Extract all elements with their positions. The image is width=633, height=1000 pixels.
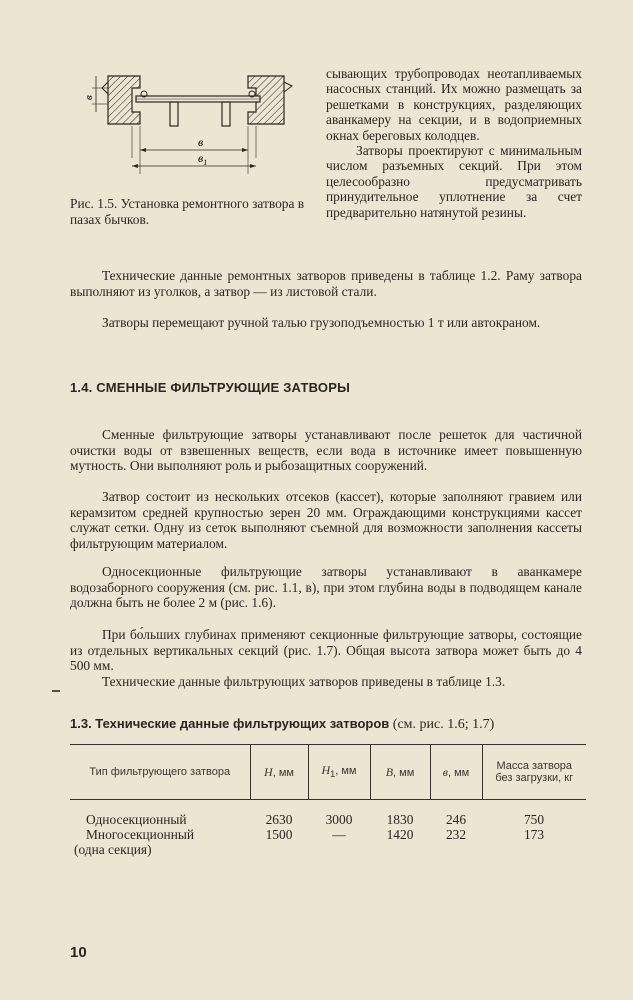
table-row xyxy=(70,827,586,842)
paragraph-single-section: Односекционные фильтрующие затворы устанавливают в аванкамере водозаборного сооружения (см. рис. 1.1, в), при этом глубина воды в подводящем канале должна быть не более 2 м (рис. 1.6). xyxy=(70,564,582,611)
cell-mass: 750 xyxy=(523,812,545,827)
gate-installation-figure xyxy=(78,62,310,194)
header-h: H, мм xyxy=(250,745,308,800)
paragraph-gate-structure: Затвор состоит из нескольких отсеков (кассет), которые заполняют гравием или керамзитом средней крупностью зерен 20 мм. Ограждающими конструкциями кассет служат сетки. Одну из сеток выполняют съемной для возможности заполнения кассеты фильтрующим материалом. xyxy=(70,489,582,551)
table-row-note xyxy=(70,842,586,857)
cell-h1: 3000 xyxy=(325,812,353,827)
cell-h: 2630 xyxy=(265,812,293,827)
paragraph-filter-gates-intro: Сменные фильтрующие затворы устанавливают после решеток для частичной очистки воды от взвешенных веществ, если вода в источнике имеет повышенную мутность. Они выполняют роль и рыбозащитных сооружений. xyxy=(70,427,582,474)
paragraph-table-reference: Технические данные фильтрующих затворов приведены в таблице 1.3. xyxy=(102,674,506,689)
header-h1: $H_1$, мм xyxy=(308,745,370,800)
fig-label-height: в xyxy=(83,95,95,100)
fig-label-b: в xyxy=(198,135,204,149)
table-caption xyxy=(70,716,590,733)
header-bsmall: в, мм xyxy=(430,745,482,800)
cell-b: 1420 xyxy=(386,827,414,842)
cell-bsmall: 232 xyxy=(445,827,467,842)
cell-bsmall: 246 xyxy=(445,812,467,827)
paragraph-gate-moving: Затворы перемещают ручной талью грузоподъемностью 1 т или автокраном. xyxy=(102,315,541,330)
table-row xyxy=(70,800,586,828)
left-pier xyxy=(108,76,140,124)
table-caption-ref: (см. рис. 1.6; 1.7) xyxy=(392,717,495,732)
header-type: Тип фильтрующего затвора xyxy=(89,766,231,778)
right-column xyxy=(326,66,582,220)
cell-h1: — xyxy=(332,827,346,842)
header-mass: Масса затвора без загрузки, кг xyxy=(482,745,586,800)
table-header-row xyxy=(70,745,586,800)
cell-h: 1500 xyxy=(265,827,293,842)
paragraph-multi-section: При бо́льших глубинах применяют секционные фильтрующие затворы, состоящие из отдельных вертикальных секций (рис. 1.7). Общая высота затвора может быть до 4 500 мм. xyxy=(70,627,582,674)
section-heading: 1.4. СМЕННЫЕ ФИЛЬТРУЮЩИЕ ЗАТВОРЫ xyxy=(70,380,350,395)
right-column-paragraph-2: Затворы проектируют с минимальным числом разъемных секций. При этом целесообразно предусматривать принудительное уплотнение за счет предварительно натянутой резины. xyxy=(326,143,582,220)
filter-gates-table xyxy=(70,744,586,857)
header-b: B, мм xyxy=(370,745,430,800)
table-caption-title: 1.3. Технические данные фильтрующих затворов xyxy=(70,716,390,731)
figure-caption: Рис. 1.5. Установка ремонтного затвора в пазах бычков. xyxy=(70,196,305,227)
cell-type: Многосекционный xyxy=(86,827,195,842)
right-column-paragraph-1: сывающих трубопроводах неотапливаемых насосных станций. Их можно размещать за решетками в конструкциях, разделяющих аванкамеру на секции, и в водоприемных окнах береговых колодцев. xyxy=(326,66,582,143)
cell-b: 1830 xyxy=(386,812,414,827)
cell-type: Односекционный xyxy=(86,812,187,827)
cell-note: (одна секция) xyxy=(74,842,152,857)
page-number: 10 xyxy=(70,944,87,961)
fig-label-b1: $в_1$ xyxy=(198,151,208,167)
cell-mass: 173 xyxy=(523,827,545,842)
margin-mark xyxy=(52,690,60,692)
paragraph-repair-gates-data: Технические данные ремонтных затворов приведены в таблице 1.2. Раму затвора выполняют из уголков, а затвор — из листовой стали. xyxy=(70,268,582,299)
